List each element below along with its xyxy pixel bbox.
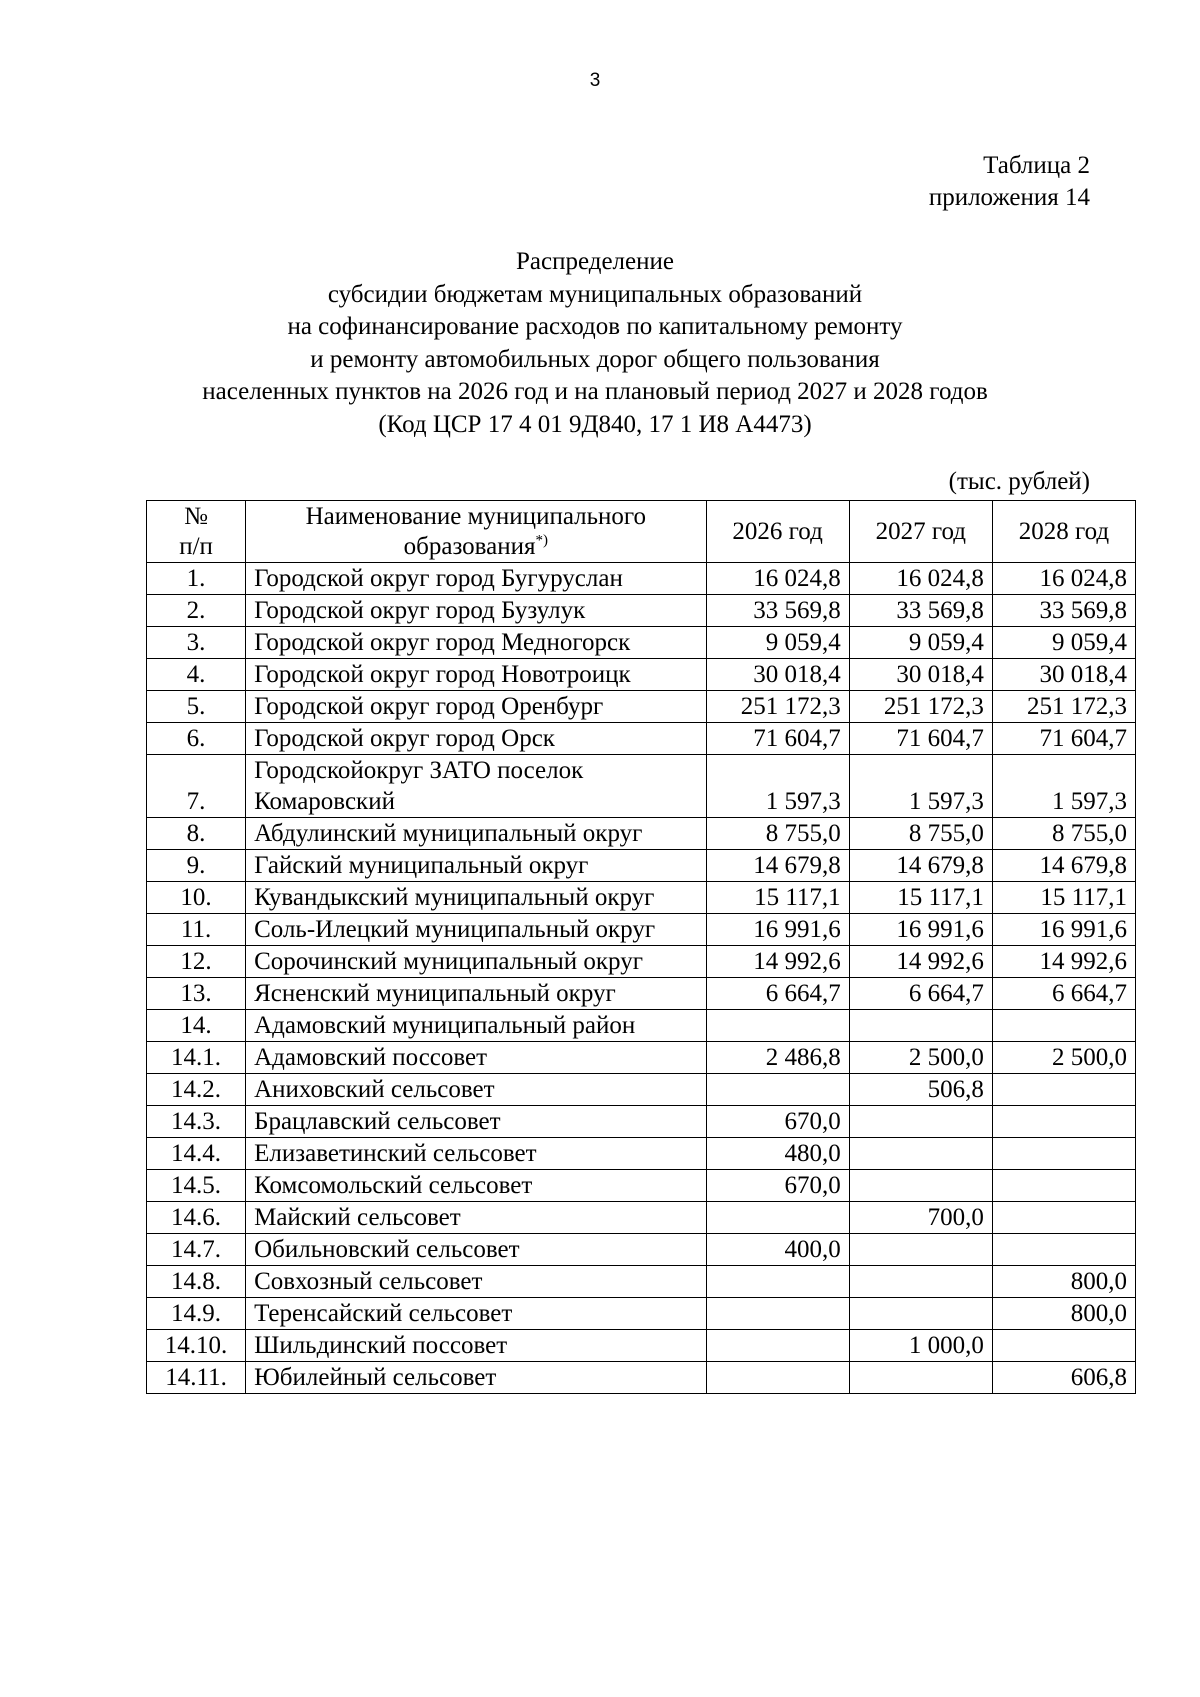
row-municipality-name: Городской округ город Орск — [246, 723, 706, 755]
row-value-2026: 1 597,3 — [706, 755, 849, 818]
row-value-2028: 14 679,8 — [992, 850, 1135, 882]
row-value-2026 — [706, 1202, 849, 1234]
header-year-2028: 2028 год — [992, 501, 1135, 563]
row-value-2026: 670,0 — [706, 1170, 849, 1202]
row-number: 14.2. — [147, 1074, 246, 1106]
row-number: 3. — [147, 627, 246, 659]
table-row — [147, 818, 1136, 850]
table-row — [147, 1362, 1136, 1394]
row-value-2027: 506,8 — [849, 1074, 992, 1106]
header-year-2027: 2027 год — [849, 501, 992, 563]
annex-appendix-label: приложения 14 — [928, 184, 1090, 211]
row-municipality-name: Аниховский сельсовет — [246, 1074, 706, 1106]
row-number: 14.3. — [147, 1106, 246, 1138]
table-row — [147, 1106, 1136, 1138]
row-value-2028: 16 024,8 — [992, 563, 1135, 595]
row-number: 14.9. — [147, 1298, 246, 1330]
row-value-2027: 16 991,6 — [849, 914, 992, 946]
row-value-2026: 71 604,7 — [706, 723, 849, 755]
row-number: 7. — [147, 755, 246, 818]
row-value-2027 — [849, 1362, 992, 1394]
row-municipality-name: Гайский муниципальный округ — [246, 850, 706, 882]
row-value-2028: 14 992,6 — [992, 946, 1135, 978]
row-municipality-name: Кувандыкский муниципальный округ — [246, 882, 706, 914]
row-municipality-name: Обильновский сельсовет — [246, 1234, 706, 1266]
row-number: 2. — [147, 595, 246, 627]
table-row — [147, 1010, 1136, 1042]
table-row — [147, 1202, 1136, 1234]
document-title — [0, 246, 1190, 441]
row-municipality-name: Теренсайский сельсовет — [246, 1298, 706, 1330]
row-value-2027: 6 664,7 — [849, 978, 992, 1010]
row-value-2026 — [706, 1266, 849, 1298]
row-value-2028: 251 172,3 — [992, 691, 1135, 723]
row-number: 14.4. — [147, 1138, 246, 1170]
row-municipality-name: Городской округ город Оренбург — [246, 691, 706, 723]
footnote-marker: *) — [535, 532, 548, 549]
row-value-2028 — [992, 1170, 1135, 1202]
row-number: 1. — [147, 563, 246, 595]
row-value-2028 — [992, 1202, 1135, 1234]
row-municipality-name: Городской округ город Медногорск — [246, 627, 706, 659]
row-value-2028 — [992, 1330, 1135, 1362]
row-value-2026: 33 569,8 — [706, 595, 849, 627]
table-row — [147, 563, 1136, 595]
table-row — [147, 882, 1136, 914]
row-value-2027 — [849, 1106, 992, 1138]
row-value-2027: 14 679,8 — [849, 850, 992, 882]
row-value-2027: 2 500,0 — [849, 1042, 992, 1074]
row-value-2026: 16 024,8 — [706, 563, 849, 595]
row-value-2026: 30 018,4 — [706, 659, 849, 691]
page-number: 3 — [589, 70, 601, 91]
table-row — [147, 1330, 1136, 1362]
row-municipality-name: Городской округ город Новотроицк — [246, 659, 706, 691]
row-value-2028: 33 569,8 — [992, 595, 1135, 627]
row-value-2028: 606,8 — [992, 1362, 1135, 1394]
row-value-2026: 14 679,8 — [706, 850, 849, 882]
table-row — [147, 914, 1136, 946]
row-number: 14.7. — [147, 1234, 246, 1266]
row-municipality-name: Адамовский поссовет — [246, 1042, 706, 1074]
row-value-2028: 1 597,3 — [992, 755, 1135, 818]
row-municipality-name: Городской округ город Бузулук — [246, 595, 706, 627]
row-municipality-name: Абдулинский муниципальный округ — [246, 818, 706, 850]
row-value-2027 — [849, 1010, 992, 1042]
row-municipality-name: Соль-Илецкий муниципальный округ — [246, 914, 706, 946]
row-value-2028 — [992, 1138, 1135, 1170]
table-row — [147, 595, 1136, 627]
row-number: 14.5. — [147, 1170, 246, 1202]
row-municipality-name: Ясненский муниципальный округ — [246, 978, 706, 1010]
row-value-2026: 14 992,6 — [706, 946, 849, 978]
table-row — [147, 946, 1136, 978]
row-value-2026: 2 486,8 — [706, 1042, 849, 1074]
row-value-2028 — [992, 1106, 1135, 1138]
row-value-2027: 8 755,0 — [849, 818, 992, 850]
row-value-2028 — [992, 1234, 1135, 1266]
row-value-2028: 2 500,0 — [992, 1042, 1135, 1074]
row-municipality-name: Сорочинский муниципальный округ — [246, 946, 706, 978]
table-header-row — [147, 501, 1136, 563]
row-value-2026: 15 117,1 — [706, 882, 849, 914]
row-number: 14. — [147, 1010, 246, 1042]
row-number: 10. — [147, 882, 246, 914]
row-number: 14.1. — [147, 1042, 246, 1074]
row-number: 8. — [147, 818, 246, 850]
row-value-2027: 9 059,4 — [849, 627, 992, 659]
row-number: 13. — [147, 978, 246, 1010]
row-value-2027: 30 018,4 — [849, 659, 992, 691]
row-number: 14.8. — [147, 1266, 246, 1298]
row-value-2027 — [849, 1170, 992, 1202]
table-row — [147, 850, 1136, 882]
row-municipality-name: Елизаветинский сельсовет — [246, 1138, 706, 1170]
row-value-2027 — [849, 1266, 992, 1298]
table-row — [147, 1234, 1136, 1266]
annex-table-label: Таблица 2 — [983, 152, 1090, 179]
row-value-2028: 800,0 — [992, 1266, 1135, 1298]
row-municipality-name: Брацлавский сельсовет — [246, 1106, 706, 1138]
table-row — [147, 1138, 1136, 1170]
row-value-2026: 6 664,7 — [706, 978, 849, 1010]
row-value-2028: 15 117,1 — [992, 882, 1135, 914]
row-value-2028: 71 604,7 — [992, 723, 1135, 755]
row-value-2026: 400,0 — [706, 1234, 849, 1266]
row-value-2027: 1 597,3 — [849, 755, 992, 818]
row-value-2027 — [849, 1138, 992, 1170]
row-number: 4. — [147, 659, 246, 691]
table-row — [147, 659, 1136, 691]
row-value-2027: 1 000,0 — [849, 1330, 992, 1362]
header-year-2026: 2026 год — [706, 501, 849, 563]
title-line: и ремонту автомобильных дорог общего пользования — [310, 345, 880, 373]
table-row — [147, 755, 1136, 818]
row-value-2028 — [992, 1074, 1135, 1106]
row-value-2027: 71 604,7 — [849, 723, 992, 755]
row-number: 14.6. — [147, 1202, 246, 1234]
row-value-2026: 9 059,4 — [706, 627, 849, 659]
row-value-2027: 16 024,8 — [849, 563, 992, 595]
table-row — [147, 1170, 1136, 1202]
row-value-2028: 30 018,4 — [992, 659, 1135, 691]
row-value-2026 — [706, 1330, 849, 1362]
title-line: Распределение — [516, 248, 674, 275]
row-municipality-name: Шильдинский поссовет — [246, 1330, 706, 1362]
row-municipality-name: Совхозный сельсовет — [246, 1266, 706, 1298]
row-value-2028: 800,0 — [992, 1298, 1135, 1330]
row-value-2028: 6 664,7 — [992, 978, 1135, 1010]
row-number: 11. — [147, 914, 246, 946]
row-value-2026: 480,0 — [706, 1138, 849, 1170]
row-number: 6. — [147, 723, 246, 755]
title-line: (Код ЦСР 17 4 01 9Д840, 17 1 И8 А4473) — [378, 410, 812, 438]
row-value-2026 — [706, 1010, 849, 1042]
row-number: 14.11. — [147, 1362, 246, 1394]
row-value-2028 — [992, 1010, 1135, 1042]
row-value-2026 — [706, 1074, 849, 1106]
row-value-2027: 15 117,1 — [849, 882, 992, 914]
table-row — [147, 723, 1136, 755]
row-municipality-name: Майский сельсовет — [246, 1202, 706, 1234]
row-municipality-name: Городской округ город Бугуруслан — [246, 563, 706, 595]
row-number: 12. — [147, 946, 246, 978]
row-municipality-name: Городскойокруг ЗАТО поселок Комаровский — [246, 755, 706, 818]
table-row — [147, 691, 1136, 723]
row-value-2027 — [849, 1298, 992, 1330]
row-value-2026 — [706, 1362, 849, 1394]
row-municipality-name: Комсомольский сельсовет — [246, 1170, 706, 1202]
row-value-2027: 700,0 — [849, 1202, 992, 1234]
row-number: 14.10. — [147, 1330, 246, 1362]
annex-reference — [929, 150, 1090, 214]
row-value-2027: 14 992,6 — [849, 946, 992, 978]
row-municipality-name: Юбилейный сельсовет — [246, 1362, 706, 1394]
row-value-2028: 9 059,4 — [992, 627, 1135, 659]
subsidy-table — [146, 500, 1136, 1394]
row-value-2026: 16 991,6 — [706, 914, 849, 946]
row-number: 5. — [147, 691, 246, 723]
row-value-2028: 16 991,6 — [992, 914, 1135, 946]
row-value-2026: 8 755,0 — [706, 818, 849, 850]
row-value-2027 — [849, 1234, 992, 1266]
table-row — [147, 1266, 1136, 1298]
header-municipality-name: Наименование муниципального образования*) — [246, 501, 706, 563]
title-line: населенных пунктов на 2026 год и на плановый период 2027 и 2028 годов — [202, 378, 988, 405]
row-value-2027: 251 172,3 — [849, 691, 992, 723]
title-line: субсидии бюджетам муниципальных образований — [327, 280, 863, 308]
table-row — [147, 1042, 1136, 1074]
table-row — [147, 627, 1136, 659]
row-municipality-name: Адамовский муниципальный район — [246, 1010, 706, 1042]
row-value-2028: 8 755,0 — [992, 818, 1135, 850]
table-row — [147, 1074, 1136, 1106]
row-value-2026: 251 172,3 — [706, 691, 849, 723]
header-number: № п/п — [147, 501, 246, 563]
row-value-2026: 670,0 — [706, 1106, 849, 1138]
table-row — [147, 1298, 1136, 1330]
title-line: на софинансирование расходов по капитальному ремонту — [287, 313, 903, 340]
row-value-2026 — [706, 1298, 849, 1330]
row-value-2027: 33 569,8 — [849, 595, 992, 627]
table-row — [147, 978, 1136, 1010]
row-number: 9. — [147, 850, 246, 882]
units-label: (тыс. рублей) — [948, 468, 1090, 495]
